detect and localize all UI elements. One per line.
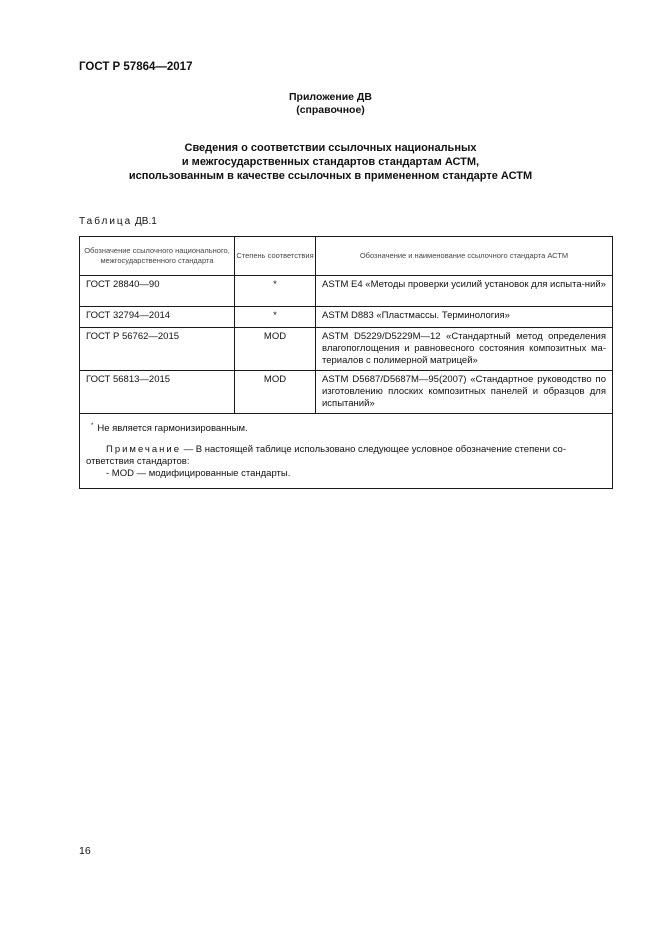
heading-line: Сведения о соответствии ссылочных национальных: [184, 142, 477, 154]
correspondence-table: [79, 236, 613, 489]
appendix-heading: [0, 141, 661, 183]
page-number: 16: [79, 845, 91, 857]
appendix-subtitle: (справочное): [296, 104, 365, 116]
cell-astm-reference: ASTM E4 «Методы проверки усилий установок для испыта-ний»: [316, 276, 613, 307]
cell-degree: *: [235, 307, 316, 328]
cell-standard: ГОСТ Р 56762—2015: [80, 328, 235, 371]
table-notes-row: [80, 414, 613, 489]
cell-standard: ГОСТ 56813—2015: [80, 371, 235, 414]
table-header-row: [80, 237, 613, 276]
heading-line: и межгосударственных стандартов стандартам АСТМ,: [181, 156, 480, 168]
table-caption-word: Таблица: [79, 216, 133, 227]
note-text: — В настоящей таблице использовано следующее условное обозначение степени со-ответствия стандартов:: [86, 444, 567, 468]
table-row: [80, 371, 613, 414]
footnote-text: Не является гармонизированным.: [97, 423, 248, 435]
table-caption-id: ДВ.1: [135, 216, 157, 227]
appendix-title: Приложение ДВ: [289, 91, 372, 103]
cell-standard: ГОСТ 32794—2014: [80, 307, 235, 328]
column-header-standard: Обозначение ссылочного национального, межгосударственного стандарта: [80, 237, 235, 276]
cell-astm-reference: ASTM D883 «Пластмассы. Терминология»: [316, 307, 613, 328]
cell-astm-reference: ASTM D5229/D5229M—12 «Стандартный метод определения влагопоглощения и равновесного состояния композитных ма-териалов с полимерной матрицей»: [316, 328, 613, 371]
table-row: [80, 328, 613, 371]
table-notes: [80, 414, 613, 489]
table-row: [80, 307, 613, 328]
footnote-mark: *: [91, 423, 94, 429]
cell-astm-reference: ASTM D5687/D5687M—95(2007) «Стандартное руководство по изготовлению плоских композитных панелей и образцов для испытаний»: [316, 371, 613, 414]
cell-degree: *: [235, 276, 316, 307]
footnote: [86, 420, 606, 435]
cell-standard: ГОСТ 28840—90: [80, 276, 235, 307]
table-caption: [79, 216, 157, 227]
cell-degree: MOD: [235, 328, 316, 371]
cell-degree: MOD: [235, 371, 316, 414]
document-code: ГОСТ Р 57864—2017: [79, 61, 193, 73]
column-header-astm: Обозначение и наименование ссылочного стандарта АСТМ: [316, 237, 613, 276]
column-header-degree: Степень соответствия: [235, 237, 316, 276]
heading-line: использованным в качестве ссылочных в примененном стандарте АСТМ: [128, 170, 533, 182]
note-label: Примечание: [106, 444, 181, 456]
table-row: [80, 276, 613, 307]
table-note: [86, 444, 606, 468]
note-item: - MOD — модифицированные стандарты.: [106, 468, 291, 480]
